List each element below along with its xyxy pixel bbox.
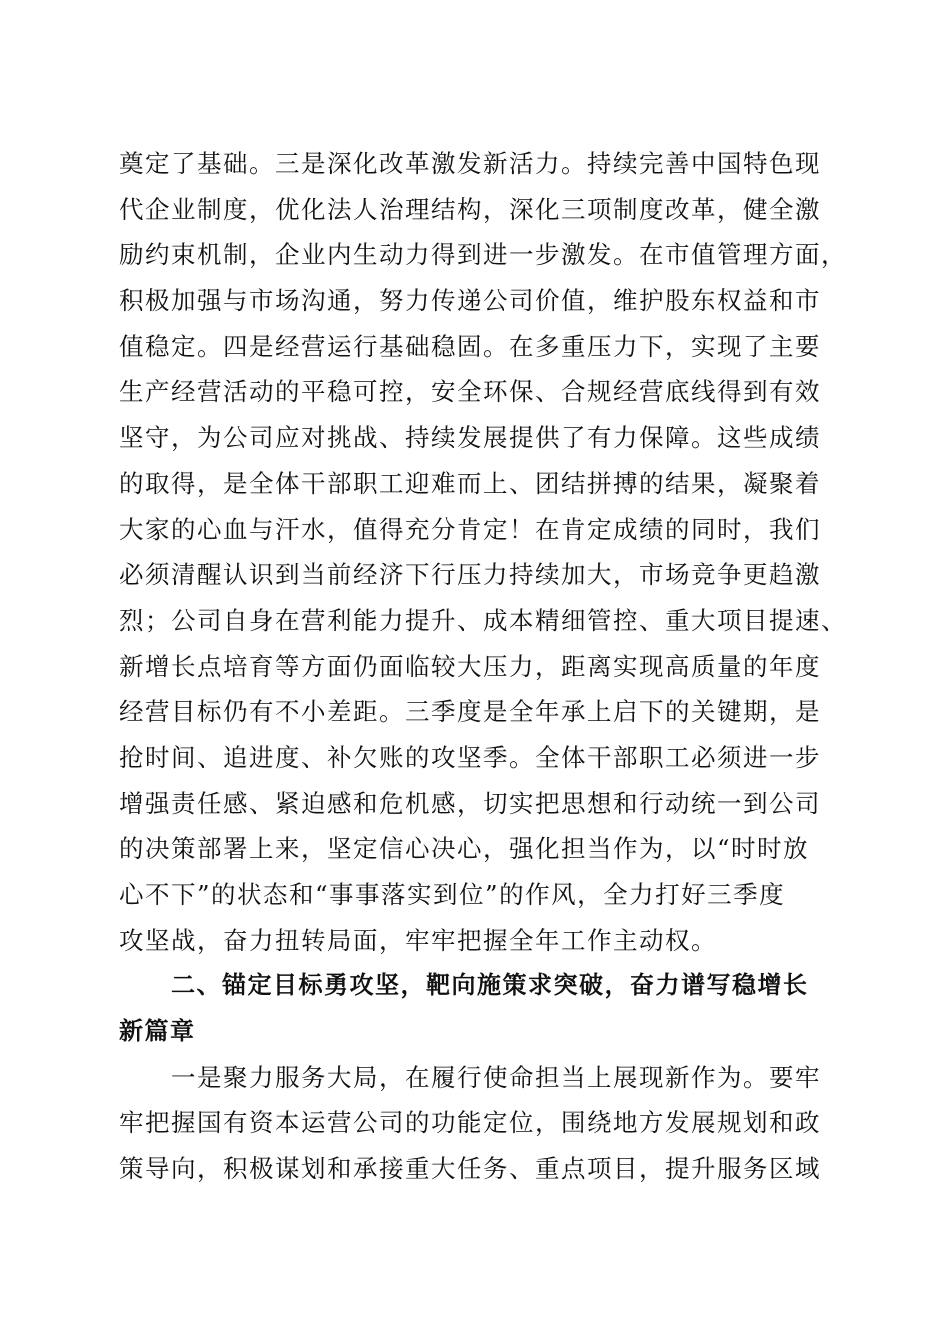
- section-heading-line-2: 新篇章: [119, 1017, 196, 1046]
- body-line: 生产经营活动的平稳可控，安全环保、合规经营底线得到有效: [119, 377, 821, 407]
- body-line: 积极加强与市场沟通，努力传递公司价值，维护股东权益和市: [119, 286, 821, 316]
- document-body: [119, 141, 847, 1192]
- body-line: 牢把握国有资本运营公司的功能定位，围绕地方发展规划和政: [119, 1108, 821, 1138]
- body-line: 的决策部署上来，坚定信心决心，强化担当作为，以“时时放: [119, 834, 810, 864]
- body-line: 的取得，是全体干部职工迎难而上、团结拼搏的结果，凝聚着: [119, 468, 821, 498]
- body-line: 烈；公司自身在营利能力提升、成本精细管控、重大项目提速、: [119, 605, 847, 635]
- body-line: 新增长点培育等方面仍面临较大压力，距离实现高质量的年度: [119, 651, 821, 681]
- section-heading-line-1: 二、锚定目标勇攻坚，靶向施策求突破，奋力谱写稳增长: [171, 971, 809, 1000]
- body-line: 经营目标仍有不小差距。三季度是全年承上启下的关键期，是: [119, 697, 821, 727]
- paragraph-first-line: 一是聚力服务大局，在履行使命担当上展现新作为。要牢: [171, 1062, 821, 1092]
- body-line: 代企业制度，优化法人治理结构，深化三项制度改革，健全激: [119, 194, 821, 224]
- body-line: 大家的心血与汗水，值得充分肯定！在肯定成绩的同时，我们: [119, 514, 821, 544]
- body-line: 抢时间、追进度、补欠账的攻坚季。全体干部职工必须进一步: [119, 742, 821, 772]
- body-line: 增强责任感、紧迫感和危机感，切实把思想和行动统一到公司: [119, 788, 821, 818]
- body-line: 值稳定。四是经营运行基础稳固。在多重压力下，实现了主要: [119, 331, 821, 361]
- body-line: 心不下”的状态和“事事落实到位”的作风，全力打好三季度: [119, 880, 786, 909]
- body-line: 策导向，积极谋划和承接重大任务、重点项目，提升服务区域: [119, 1154, 821, 1184]
- body-line: 奠定了基础。三是深化改革激发新活力。持续完善中国特色现: [119, 149, 821, 178]
- body-line: 坚守，为公司应对挑战、持续发展提供了有力保障。这些成绩: [119, 423, 821, 453]
- body-line: 必须清醒认识到当前经济下行压力持续加大，市场竞争更趋激: [119, 560, 821, 590]
- body-line: 励约束机制，企业内生动力得到进一步激发。在市值管理方面，: [119, 240, 847, 270]
- body-line: 攻坚战，奋力扭转局面，牢牢把握全年工作主动权。: [119, 925, 717, 955]
